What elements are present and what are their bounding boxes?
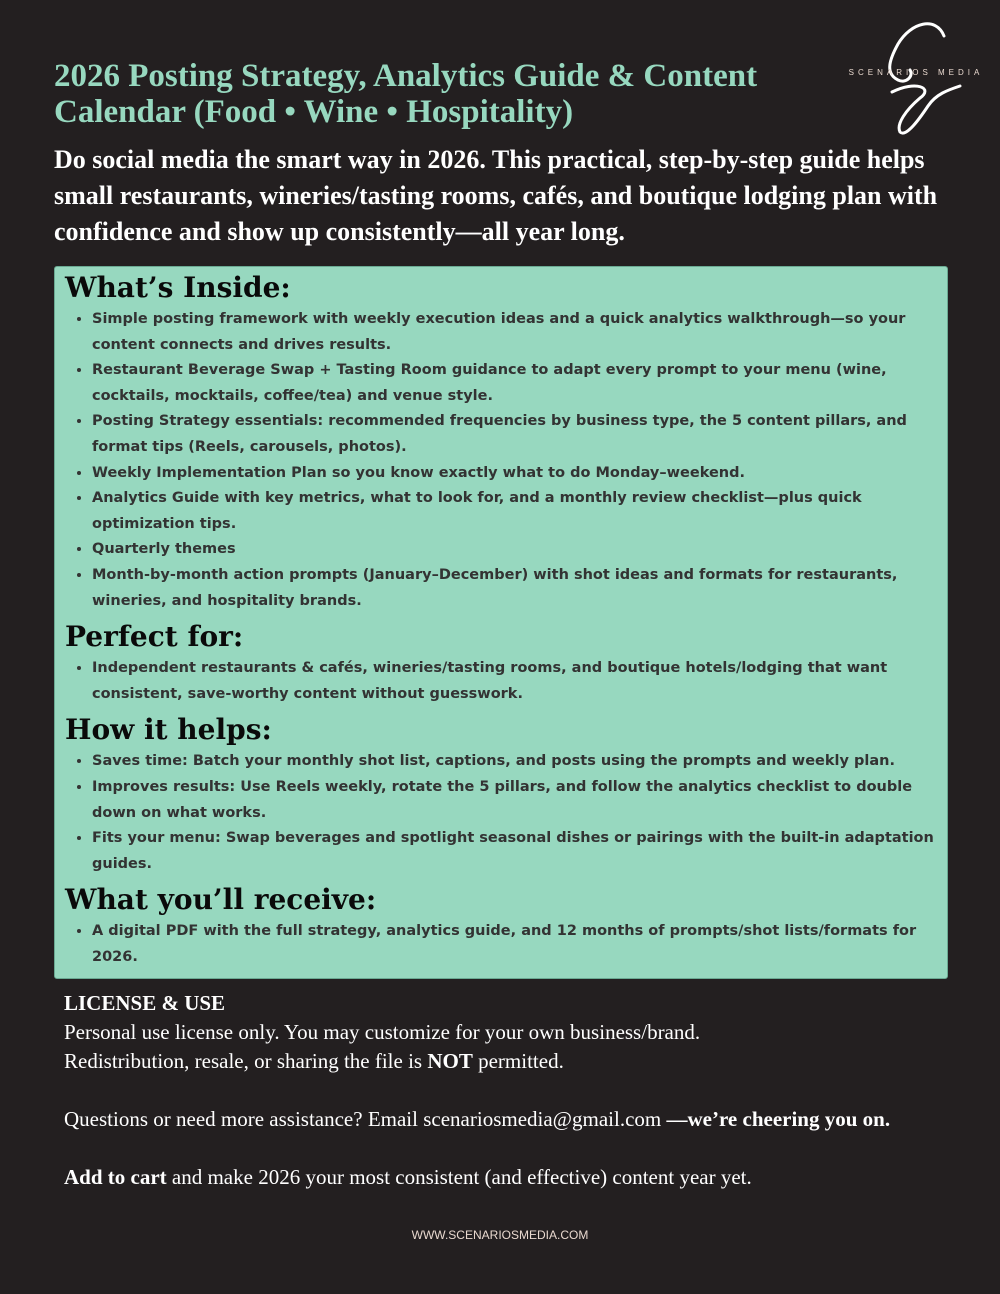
section-list: [65, 307, 937, 614]
scenarios-media-logo: [836, 14, 996, 138]
section-list: [65, 749, 937, 877]
list-item: • Posting Strategy essentials: recommended frequencies by business type, the 5 content pillars, and format tips (Reels, carousels, photos).: [92, 409, 937, 460]
list-item: • Saves time: Batch your monthly shot list, captions, and posts using the prompts and weekly plan.: [92, 749, 937, 775]
list-item: • Independent restaurants & cafés, wineries/tasting rooms, and boutique hotels/lodging that want consistent, save-worthy content without guesswork.: [92, 656, 937, 707]
intro-text: Do social media the smart way in 2026. This practical, step-by-step guide helps small restaurants, wineries/tasting rooms, cafés, and boutique lodging plan with confidence and show up consistently—all year long.: [54, 145, 938, 246]
list-item: • A digital PDF with the full strategy, analytics guide, and 12 months of prompts/shot lists/formats for 2026.: [92, 919, 937, 970]
license-heading: LICENSE & USE: [64, 991, 226, 1016]
list-item: • Quarterly themes: [92, 537, 937, 563]
questions-text: Questions or need more assistance? Email scenariosmedia@gmail.com: [64, 1107, 667, 1132]
questions-line: [64, 1105, 994, 1134]
cta-text: and make 2026 your most consistent (and effective) content year yet.: [166, 1165, 752, 1190]
list-item: • Weekly Implementation Plan so you know exactly what to do Monday–weekend.: [92, 461, 937, 487]
list-item: • Analytics Guide with key metrics, what to look for, and a monthly review checklist—plus quick optimization tips.: [92, 486, 937, 537]
cta-line: [64, 1163, 994, 1192]
website-link[interactable]: WWW.SCENARIOSMEDIA.COM: [411, 1228, 589, 1243]
list-item: • Improves results: Use Reels weekly, rotate the 5 pillars, and follow the analytics checklist to double down on what works.: [92, 775, 937, 826]
logo-wordmark: SCENARIOS MEDIA: [848, 68, 984, 77]
restriction-text-end: permitted.: [472, 1049, 564, 1074]
section-heading: Perfect for:: [65, 620, 244, 654]
section-heading: How it helps:: [65, 713, 272, 747]
add-to-cart-text: Add to cart: [64, 1165, 167, 1190]
list-item: • Month-by-month action prompts (January–December) with shot ideas and formats for restaurants, wineries, and hospitality brands.: [92, 563, 937, 614]
section-heading: What you’ll receive:: [65, 883, 377, 917]
restriction-text: Redistribution, resale, or sharing the file is: [64, 1049, 428, 1074]
section-heading: What’s Inside:: [65, 271, 291, 304]
page-title: 2026 Posting Strategy, Analytics Guide & Content Calendar (Food • Wine • Hospitality): [54, 58, 758, 130]
license-section: [64, 989, 994, 1192]
license-restriction: [64, 1047, 994, 1076]
features-box: [54, 266, 948, 979]
license-line: Personal use license only. You may customize for your own business/brand.: [64, 1020, 701, 1045]
section-list: [65, 656, 937, 707]
cheering-text: —we’re cheering you on.: [666, 1107, 891, 1132]
list-item: • Restaurant Beverage Swap + Tasting Room guidance to adapt every prompt to your menu (wine, cocktails, mocktails, coffee/tea) and venue style.: [92, 358, 937, 409]
list-item: • Simple posting framework with weekly execution ideas and a quick analytics walkthrough—so your content connects and drives results.: [92, 307, 937, 358]
restriction-emphasis: NOT: [427, 1049, 473, 1074]
list-item: • Fits your menu: Swap beverages and spotlight seasonal dishes or pairings with the built-in adaptation guides.: [92, 826, 937, 877]
section-list: [65, 919, 937, 970]
